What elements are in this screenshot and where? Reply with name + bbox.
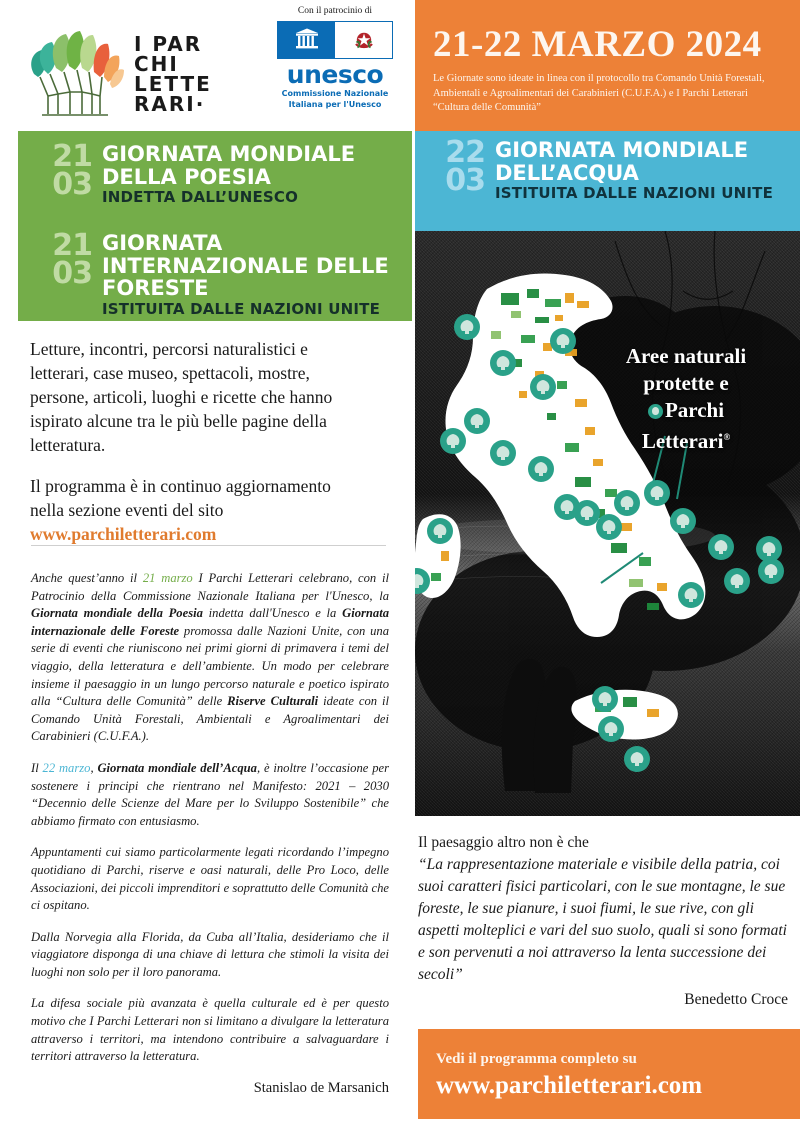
registered-mark: ® — [723, 432, 731, 442]
patronage-label: Con il patrocinio di — [297, 6, 373, 16]
event-title: GIORNATA INTERNAZIONALE DELLE FORESTE — [102, 231, 389, 300]
p1-text-d: promossa dalle Nazioni Unite, con una serie di eventi che riuniscono nei primi giorni di primavera i temi del viaggio, della letteratura e dell’ambiente. Un modo per celebrare insieme il paesaggio in un lungo percorso naturale e poetico ispirato alla “Cultura delle Comunità” delle — [31, 623, 389, 709]
event-date-block — [40, 228, 92, 291]
teal-events-band — [415, 131, 800, 231]
body-paragraph-4: Dalla Norvegia alla Florida, da Cuba all’Italia, desideriamo che il viaggiatore disponga di una chiave di lettura che stimoli la visita dei luoghi non solo per il loro panorama. — [31, 929, 389, 979]
map-label-line-3-row — [596, 397, 776, 424]
event-acqua — [433, 135, 800, 203]
map-label-line-2: protette e — [643, 371, 729, 395]
unesco-subtitle-line2: Italiana per l'Unesco — [288, 100, 382, 109]
event-month: 03 — [52, 167, 92, 202]
unesco-temple-icon — [278, 22, 335, 58]
map-label-line-4: Letterari — [641, 429, 724, 453]
footer-cta-label: Vedi il programma completo su — [436, 1051, 637, 1067]
footer-url-link[interactable]: www.parchiletterari.com — [436, 1072, 703, 1099]
italy-map-panel — [415, 231, 800, 816]
orange-date-header — [415, 0, 800, 131]
event-subtitle: ISTITUITA DALLE NAZIONI UNITE — [495, 184, 774, 202]
brand-block — [22, 22, 282, 122]
event-month: 03 — [52, 256, 92, 291]
p1-text-e: ideate con il Comando Unità Forestali, Ambientali e Agroalimentari dei Carabinieri (C.U.F.A.). — [31, 694, 389, 744]
unesco-emblem-pair — [277, 21, 393, 59]
page-header — [0, 0, 800, 131]
p2-text-c: , è inoltre l’occasione per sostenere i principi che rientrano nel Manifesto: 2021 – 2030 “Decennio delle Scienze del Mare per lo Sviluppo Sostenibile” che abbiamo firmato con entusiasmo. — [31, 760, 389, 828]
unesco-subtitle-line1: Commissione Nazionale — [281, 89, 389, 98]
body-paragraph-2 — [31, 760, 389, 830]
quote-block — [418, 832, 788, 1011]
p1-bold-riserve: Riserve Culturali — [227, 694, 319, 709]
event-date-block — [40, 139, 92, 202]
p1-text-b: I Parchi Letterari celebrano, con il Patrocinio della Commissione Nazionale Italiana per l'Unesco, la — [31, 571, 390, 603]
map-legend-label — [596, 343, 776, 455]
site-url-link[interactable]: www.parchiletterari.com — [30, 524, 217, 544]
event-subtitle: ISTITUITA DALLE NAZIONI UNITE — [102, 299, 381, 318]
tree-pin-icon — [648, 404, 663, 419]
event-subtitle: INDETTA DALL’UNESCO — [102, 188, 299, 206]
event-day: 21 — [52, 228, 92, 263]
event-month: 03 — [445, 163, 485, 198]
unesco-patronage-block — [272, 6, 398, 110]
p1-date-highlight: 21 marzo — [142, 571, 193, 585]
event-day: 21 — [52, 139, 92, 174]
editorial-body — [31, 570, 389, 1097]
p1-text-a: Anche quest’anno il — [31, 571, 143, 585]
brand-line-1: I PAR — [134, 32, 203, 56]
event-foreste — [40, 228, 412, 319]
p2-date-highlight: 22 marzo — [42, 760, 91, 775]
intro-paragraph-2 — [30, 474, 360, 546]
event-day: 22 — [445, 135, 485, 170]
map-label-line-3: Parchi — [664, 398, 725, 422]
p1-bold-foreste: Giornata internazionale delle Foreste — [31, 606, 389, 638]
map-label-line-4-row — [596, 424, 776, 455]
p2-bold-acqua: Giornata mondiale dell’Acqua — [97, 760, 257, 775]
map-label-line-1: Aree naturali — [625, 344, 747, 368]
body-paragraph-1 — [31, 570, 389, 746]
brand-line-2: CHI — [134, 52, 179, 76]
engraving-illustration — [415, 231, 800, 816]
p2-text-b: , — [90, 760, 98, 775]
event-date-block — [433, 135, 485, 198]
brand-line-3: LETTE — [134, 72, 212, 96]
quote-author: Benedetto Croce — [684, 991, 788, 1008]
section-divider — [31, 545, 386, 546]
brand-line-4: RARI· — [134, 92, 206, 116]
green-events-band — [18, 131, 412, 321]
event-date-title: 21-22 MARZO 2024 — [433, 24, 762, 65]
unesco-wordmark: unesco — [286, 60, 384, 89]
p2-text-a: Il — [31, 760, 43, 775]
author-signature: Stanislao de Marsanich — [253, 1079, 389, 1096]
protocol-note: Le Giornate sono ideate in linea con il protocollo tra Comando Unità Forestali, Ambientali e Agroalimentari dei Carabinieri (C.U.F.A.) e I Parchi Letterari “Cultura delle Comunità” — [433, 73, 765, 113]
intro-paragraph-2-text: Il programma è in continuo aggiornamento nella sezione eventi del sito — [30, 476, 331, 520]
p1-bold-poesia: Giornata mondiale della Poesia — [31, 606, 203, 621]
quote-text: “La rappresentazione materiale e visibile della patria, coi suoi caratteri fisici particolari, con le sue montagne, le sue foreste, le sue pianure, i suoi fiumi, le sue rive, con gli aspetti molteplici e vari del suo suolo, quali si sono formati e son pervenuti a noi attraverso la lenta successione dei secoli” — [418, 856, 787, 983]
brand-wordmark — [134, 34, 274, 114]
orange-footer-cta — [418, 1029, 800, 1119]
tree-cluster-logo-icon — [22, 22, 126, 122]
p1-text-c: indetta dall'Unesco e la — [202, 606, 343, 621]
event-title: GIORNATA MONDIALE DELLA POESIA — [102, 142, 356, 189]
body-paragraph-3: Appuntamenti cui siamo particolarmente legati ricordando l’impegno quotidiano di Parchi, riserve e oasi naturali, delle Pro Loco, delle Associazioni, dei piccoli imprenditori e soprattutto delle Comunità che ci ospitano. — [31, 845, 389, 913]
quote-lead: Il paesaggio altro non è che — [418, 834, 589, 851]
event-title: GIORNATA MONDIALE DELL’ACQUA — [495, 138, 749, 185]
intro-text-block — [30, 337, 360, 563]
body-paragraph-5: La difesa sociale più avanzata è quella culturale ed è per questo motivo che I Parchi Letterari non si limitano a divulgare la letteratura attraverso i territori, ma intendono contribuire a salvaguardare i territori attraverso la letteratura. — [31, 996, 389, 1064]
italian-republic-emblem-icon — [335, 22, 392, 58]
event-poesia — [40, 139, 412, 207]
intro-paragraph-1: Letture, incontri, percorsi naturalistici e letterari, case museo, spettacoli, mostre, persone, articoli, luoghi e ricette che hanno ispirato alcune tra le più belle pagine della letteratura. — [30, 339, 333, 455]
